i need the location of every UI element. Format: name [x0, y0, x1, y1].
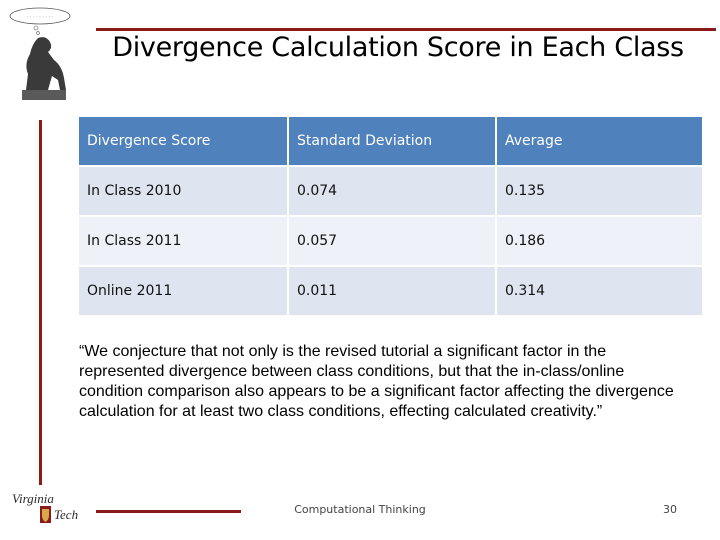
table-cell: 0.186 [496, 216, 703, 266]
table-cell: In Class 2010 [79, 166, 288, 216]
table-header-cell: Divergence Score [79, 117, 288, 166]
footer-text: Computational Thinking [294, 503, 426, 516]
divergence-score-table [79, 117, 704, 317]
table-header-cell: Average [496, 117, 703, 166]
table-cell: 0.314 [496, 266, 703, 316]
table-header-cell: Standard Deviation [288, 117, 496, 166]
table-cell: Online 2011 [79, 266, 288, 316]
table-cell: 0.135 [496, 166, 703, 216]
table-cell: In Class 2011 [79, 216, 288, 266]
virginia-tech-logo [10, 488, 90, 528]
conjecture-quote: “We conjecture that not only is the revised tutorial a significant factor in the represented divergence between class conditions, but that the in-class/online condition comparison also appears to be a significant factor affecting the divergence calculation for at least two class conditions, effecting calculated creativity.” [79, 343, 674, 420]
thinker-statue-image [8, 4, 78, 104]
logo-text-tech: Tech [54, 507, 79, 522]
svg-text:· · · · · · · · ·: · · · · · · · · · [26, 14, 54, 21]
table-row [79, 216, 703, 266]
table-cell: 0.057 [288, 216, 496, 266]
table-row [79, 266, 703, 316]
top-divider-rule [96, 28, 716, 31]
table-row [79, 166, 703, 216]
page-number: 30 [663, 503, 677, 516]
left-divider-rule [39, 120, 42, 485]
footer-divider-rule [96, 510, 241, 513]
table-cell: 0.074 [288, 166, 496, 216]
table-header-row [79, 117, 703, 166]
slide-title: Divergence Calculation Score in Each Class [112, 32, 684, 63]
logo-text-virginia: Virginia [12, 491, 54, 506]
table-cell: 0.011 [288, 266, 496, 316]
